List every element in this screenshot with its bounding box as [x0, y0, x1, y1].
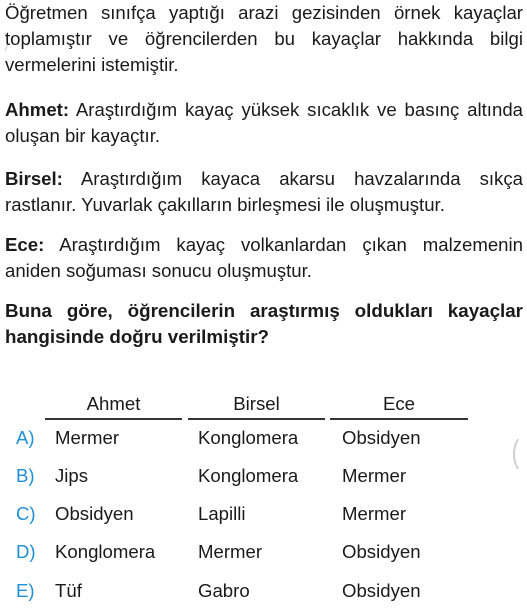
- statement-ahmet: [5, 97, 523, 149]
- option-letter: C): [16, 503, 36, 524]
- option-ece-value: Mermer: [342, 503, 407, 524]
- option-ece-value: Obsidyen: [342, 580, 421, 601]
- option-c[interactable]: [0, 500, 527, 528]
- column-header-ahmet: Ahmet: [86, 393, 141, 414]
- question-text: Buna göre, öğrencilerin araştırmış oldukları kayaçlar hangisinde doğru verilmiştir?: [5, 300, 523, 347]
- header-rule-birsel: [188, 418, 325, 420]
- option-birsel-value: Gabro: [198, 580, 250, 601]
- option-ahmet-value: Konglomera: [55, 541, 156, 562]
- option-ece-value: Mermer: [342, 465, 407, 486]
- option-ahmet-value: Obsidyen: [55, 503, 134, 524]
- header-rule-ece: [330, 418, 468, 420]
- option-ece-value: Obsidyen: [342, 427, 421, 448]
- statement-birsel: [5, 166, 523, 218]
- option-letter: D): [16, 541, 36, 562]
- statement-ece-text: Araştırdığım kayaç volkanlardan çıkan malzemenin aniden soğuması sonucu oluşmuştur.: [5, 234, 523, 281]
- option-a[interactable]: [0, 424, 527, 452]
- option-birsel-value: Lapilli: [198, 503, 246, 524]
- option-birsel-value: Konglomera: [198, 427, 299, 448]
- option-letter: A): [16, 427, 35, 448]
- option-birsel-value: Mermer: [198, 541, 263, 562]
- option-birsel-value: Konglomera: [198, 465, 299, 486]
- speaker-ece: Ece:: [5, 234, 45, 255]
- column-header-birsel: Birsel: [233, 393, 280, 414]
- header-rule-ahmet: [45, 418, 182, 420]
- column-header-ece: Ece: [382, 393, 416, 414]
- option-ahmet-value: Tüf: [55, 580, 82, 601]
- speaker-birsel: Birsel:: [5, 168, 63, 189]
- option-ahmet-value: Mermer: [55, 427, 120, 448]
- statement-birsel-text: Araştırdığım kayaca akarsu havzalarında sıkça rastlanır. Yuvarlak çakılların birleşmesi ile oluşmuştur.: [5, 168, 523, 215]
- statement-ahmet-text: Araştırdığım kayaç yüksek sıcaklık ve basınç altında oluşan bir kayaçtır.: [5, 99, 523, 146]
- option-letter: E): [16, 580, 35, 601]
- option-letter: B): [16, 465, 35, 486]
- speaker-ahmet: Ahmet:: [5, 99, 70, 120]
- intro-text: Öğretmen sınıfça yaptığı arazi gezisinden örnek kayaçlar toplamıştır ve öğrencilerden bu kayaçlar hakkında bilgi vermelerini istemiştir.: [5, 2, 523, 75]
- option-ahmet-value: Jips: [55, 465, 89, 486]
- option-e[interactable]: [0, 577, 527, 605]
- option-d[interactable]: [0, 538, 527, 566]
- option-ece-value: Obsidyen: [342, 541, 421, 562]
- option-b[interactable]: [0, 462, 527, 490]
- intro-paragraph: [5, 0, 523, 78]
- statement-ece: [5, 232, 523, 284]
